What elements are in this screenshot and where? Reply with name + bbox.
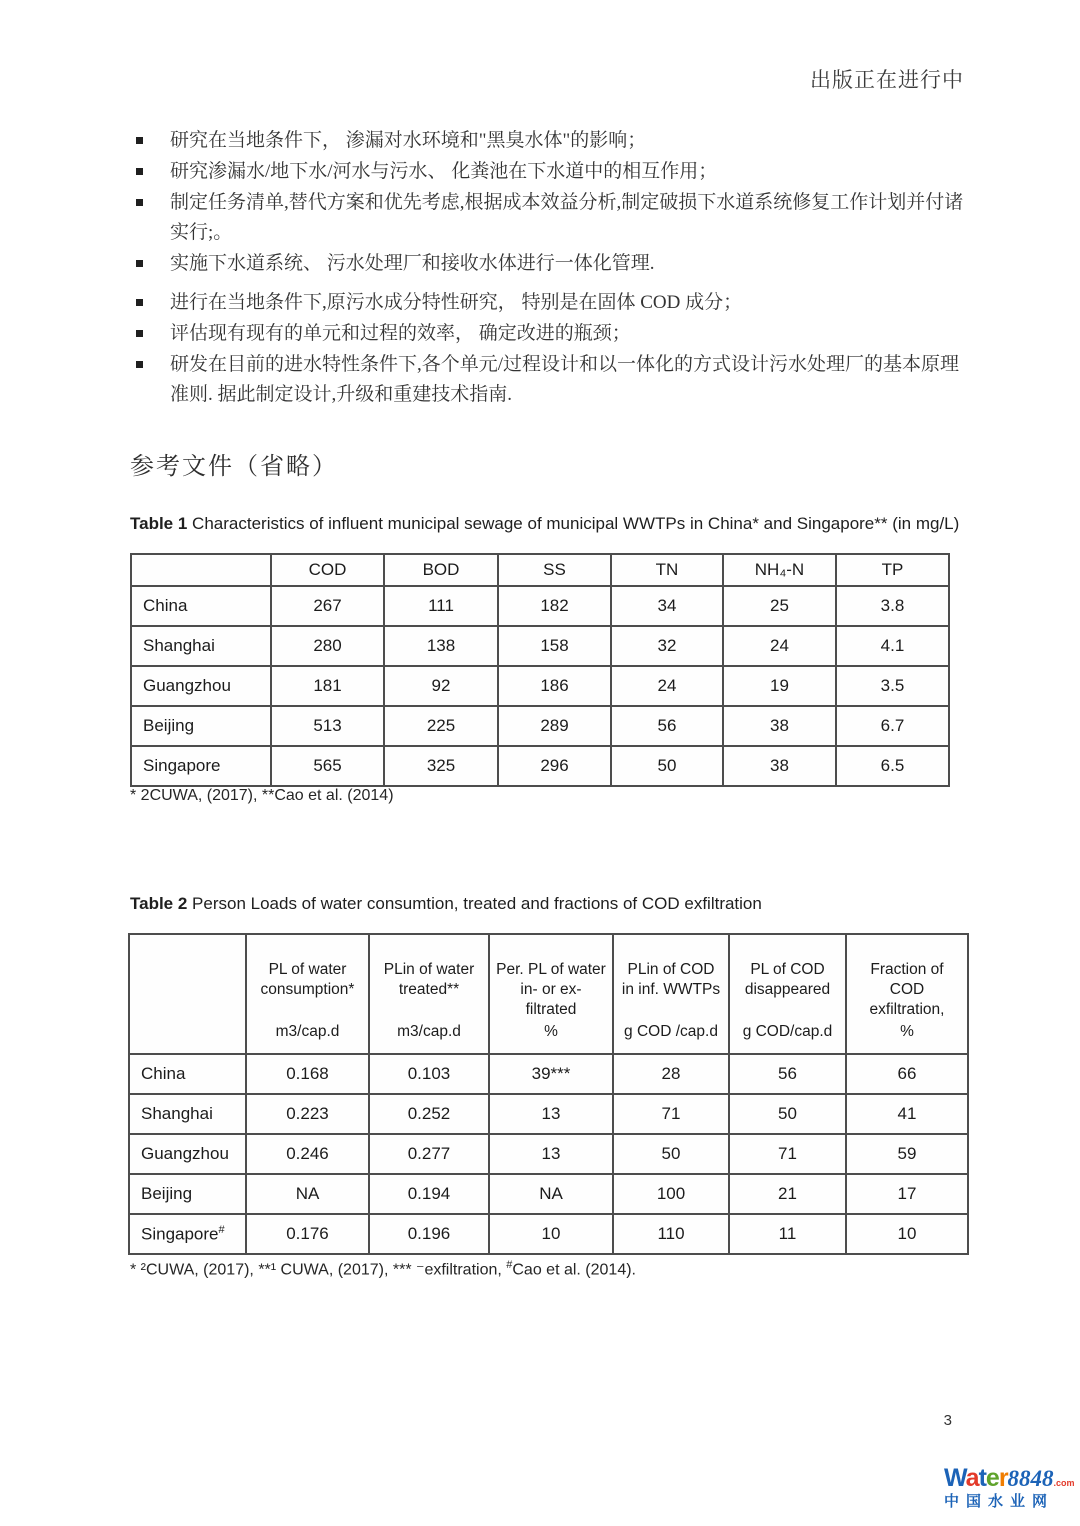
- logo-letter: W: [944, 1464, 966, 1492]
- table-cell: 186: [498, 666, 611, 706]
- logo-letter: e: [985, 1464, 999, 1492]
- table2-caption: [130, 894, 970, 914]
- table-cell: 56: [611, 706, 723, 746]
- row-label: Singapore: [131, 746, 271, 786]
- table-cell: 10: [846, 1214, 968, 1254]
- table-header-row: [129, 934, 968, 1054]
- bullet-text: 实施下水道系统、 污水处理厂和接收水体进行一体化管理.: [170, 253, 655, 274]
- table-cell: 138: [384, 626, 498, 666]
- table-cell: 71: [613, 1094, 729, 1134]
- bullet-text: 进行在当地条件下,原污水成分特性研究， 特别是在固体 COD 成分；: [170, 292, 743, 313]
- bullet-text: 评估现有现有的单元和过程的效率， 确定改进的瓶颈；: [170, 323, 631, 344]
- table-cell: 66: [846, 1054, 968, 1094]
- column-title: PLin of water treated**: [383, 961, 475, 998]
- column-unit: m3/cap.d: [275, 1023, 340, 1040]
- table-cell: 32: [611, 626, 723, 666]
- table-row: [131, 666, 949, 706]
- row-label: Guangzhou: [131, 666, 271, 706]
- table1-footnote: * 2CUWA, (2017), **Cao et al. (2014): [130, 787, 394, 804]
- table-cell: 24: [723, 626, 836, 666]
- bullet-text: 制定任务清单,替代方案和优先考虑,根据成本效益分析,制定破损下水道系统修复工作计划并付诸实行;。: [170, 192, 964, 243]
- list-item: [130, 157, 972, 187]
- bullet-square-icon: [130, 319, 170, 349]
- column-title: PL of COD disappeared: [744, 961, 831, 998]
- bullet-list-sewer: [130, 126, 972, 280]
- table-row: [129, 1054, 968, 1094]
- table-cell: 28: [613, 1054, 729, 1094]
- column-header: [846, 934, 968, 1054]
- references-heading: 参考文件（省略）: [130, 454, 338, 480]
- table-cell: 17: [846, 1174, 968, 1214]
- table-cell: 289: [498, 706, 611, 746]
- table-cell: 11: [729, 1214, 846, 1254]
- column-header: [613, 934, 729, 1054]
- table-cell: 0.196: [369, 1214, 489, 1254]
- table-header-row: [131, 554, 949, 586]
- list-item: [130, 188, 972, 248]
- column-header: TN: [611, 554, 723, 586]
- table-cell: 181: [271, 666, 384, 706]
- footnote-text: * ²CUWA, (2017), **¹ CUWA, (2017), *** ⁻exfiltration,: [130, 1261, 507, 1279]
- column-header: [129, 934, 246, 1054]
- table-cell: 513: [271, 706, 384, 746]
- table2-caption-text: Person Loads of water consumtion, treated and fractions of COD exfiltration: [187, 894, 762, 913]
- publication-status-text: 出版正在进行中: [810, 68, 964, 92]
- table-cell: 6.5: [836, 746, 949, 786]
- table-row: [129, 1094, 968, 1134]
- table-cell: 225: [384, 706, 498, 746]
- column-unit: %: [900, 1023, 914, 1040]
- table-row: [129, 1174, 968, 1214]
- logo-tld: .com: [1053, 1478, 1075, 1488]
- table-cell: 0.277: [369, 1134, 489, 1174]
- logo-letter: r: [998, 1464, 1008, 1492]
- column-unit: %: [544, 1023, 558, 1040]
- row-label: China: [131, 586, 271, 626]
- table-cell: 19: [723, 666, 836, 706]
- table-cell: 0.246: [246, 1134, 369, 1174]
- table-cell: 0.252: [369, 1094, 489, 1134]
- column-title: PLin of COD in inf. WWTPs: [621, 961, 721, 998]
- column-header: [246, 934, 369, 1054]
- row-label: Shanghai: [129, 1094, 246, 1134]
- list-item: [130, 319, 972, 349]
- table2-caption-label: Table 2: [130, 894, 188, 913]
- row-label: Beijing: [129, 1174, 246, 1214]
- table-cell: 325: [384, 746, 498, 786]
- table-cell: 111: [384, 586, 498, 626]
- table-row: [129, 1214, 968, 1254]
- table1-caption-text: Characteristics of influent municipal sewage of municipal WWTPs in China* and Singapore** (in mg/L): [187, 514, 960, 533]
- logo-number: 8848: [1007, 1466, 1054, 1491]
- table-cell: 0.168: [246, 1054, 369, 1094]
- logo-letter: a: [965, 1464, 979, 1492]
- column-title: PL of water consumption*: [260, 961, 355, 998]
- table-row: [129, 1134, 968, 1174]
- bullet-square-icon: [130, 157, 170, 187]
- list-item: [130, 350, 972, 410]
- table-cell: 38: [723, 746, 836, 786]
- bullet-square-icon: [130, 188, 170, 248]
- row-label: Guangzhou: [129, 1134, 246, 1174]
- table-cell: 25: [723, 586, 836, 626]
- table-cell: 0.176: [246, 1214, 369, 1254]
- column-unit: g COD /cap.d: [624, 1023, 718, 1040]
- bullet-text: 研究在当地条件下， 渗漏对水环境和"黑臭水体"的影响；: [170, 130, 647, 151]
- table-cell: 4.1: [836, 626, 949, 666]
- table-cell: 6.7: [836, 706, 949, 746]
- table-cell: 56: [729, 1054, 846, 1094]
- table1-caption: [130, 514, 970, 534]
- table-cell: 24: [611, 666, 723, 706]
- list-item: [130, 126, 972, 156]
- table-cell: 182: [498, 586, 611, 626]
- table-cell: 34: [611, 586, 723, 626]
- bullet-list-wwtp: [130, 288, 972, 411]
- table-cell: 50: [729, 1094, 846, 1134]
- table-cell: 71: [729, 1134, 846, 1174]
- table-row: [131, 706, 949, 746]
- table2-person-loads: [128, 933, 969, 1255]
- column-title: Fraction of COD exfiltration,: [869, 961, 945, 1018]
- table-cell: 3.5: [836, 666, 949, 706]
- row-label: Shanghai: [131, 626, 271, 666]
- table-row: [131, 626, 949, 666]
- table-cell: 92: [384, 666, 498, 706]
- table-cell: 39***: [489, 1054, 613, 1094]
- list-item: [130, 249, 972, 279]
- page-number: 3: [943, 1412, 952, 1429]
- table1-caption-label: Table 1: [130, 514, 188, 533]
- bullet-square-icon: [130, 249, 170, 279]
- table-cell: 10: [489, 1214, 613, 1254]
- table-cell: 267: [271, 586, 384, 626]
- logo-letter: t: [978, 1464, 986, 1492]
- table-cell: 0.103: [369, 1054, 489, 1094]
- bullet-square-icon: [130, 126, 170, 156]
- table-cell: 0.194: [369, 1174, 489, 1214]
- bullet-square-icon: [130, 288, 170, 318]
- table-row: [131, 586, 949, 626]
- table-cell: 0.223: [246, 1094, 369, 1134]
- column-header: COD: [271, 554, 384, 586]
- row-label-sup: #: [218, 1223, 225, 1236]
- table-cell: 110: [613, 1214, 729, 1254]
- table-cell: 296: [498, 746, 611, 786]
- column-header: [131, 554, 271, 586]
- footnote-sup: #: [506, 1259, 513, 1271]
- bullet-square-icon: [130, 350, 170, 410]
- table-cell: 50: [611, 746, 723, 786]
- table-cell: 13: [489, 1134, 613, 1174]
- column-title: Per. PL of water in- or ex- filtrated: [496, 961, 606, 1018]
- water8848-logo: [944, 1466, 1074, 1510]
- column-header: NH₄-N: [723, 554, 836, 586]
- table-cell: 41: [846, 1094, 968, 1134]
- table-cell: 280: [271, 626, 384, 666]
- table-cell: 100: [613, 1174, 729, 1214]
- column-unit: m3/cap.d: [397, 1023, 461, 1040]
- bullet-text: 研发在目前的进水特性条件下,各个单元/过程设计和以一体化的方式设计污水处理厂的基本原理准则. 据此制定设计,升级和重建技术指南.: [170, 354, 960, 405]
- table-cell: 38: [723, 706, 836, 746]
- column-header: TP: [836, 554, 949, 586]
- column-unit: g COD/cap.d: [742, 1023, 833, 1040]
- bullet-text: 研究渗漏水/地下水/河水与污水、 化粪池在下水道中的相互作用；: [170, 161, 718, 182]
- table-cell: 59: [846, 1134, 968, 1174]
- table-cell: 50: [613, 1134, 729, 1174]
- table-cell: 565: [271, 746, 384, 786]
- table-row: [131, 746, 949, 786]
- column-header: BOD: [384, 554, 498, 586]
- column-header: [489, 934, 613, 1054]
- table-cell: 3.8: [836, 586, 949, 626]
- row-label: Beijing: [131, 706, 271, 746]
- table-cell: 158: [498, 626, 611, 666]
- column-header: [729, 934, 846, 1054]
- table-cell: 21: [729, 1174, 846, 1214]
- table1-sewage-characteristics: [130, 553, 950, 787]
- list-item: [130, 288, 972, 318]
- row-label: China: [129, 1054, 246, 1094]
- table-cell: NA: [246, 1174, 369, 1214]
- footnote-text: Cao et al. (2014).: [512, 1261, 636, 1279]
- logo-wordmark: [944, 1466, 1074, 1491]
- table-cell: 13: [489, 1094, 613, 1134]
- logo-subtitle: 中国水业网: [944, 1494, 1055, 1510]
- table-cell: NA: [489, 1174, 613, 1214]
- column-header: SS: [498, 554, 611, 586]
- row-label: Singapore#: [129, 1214, 246, 1254]
- table2-footnote: [130, 1259, 636, 1279]
- column-header: [369, 934, 489, 1054]
